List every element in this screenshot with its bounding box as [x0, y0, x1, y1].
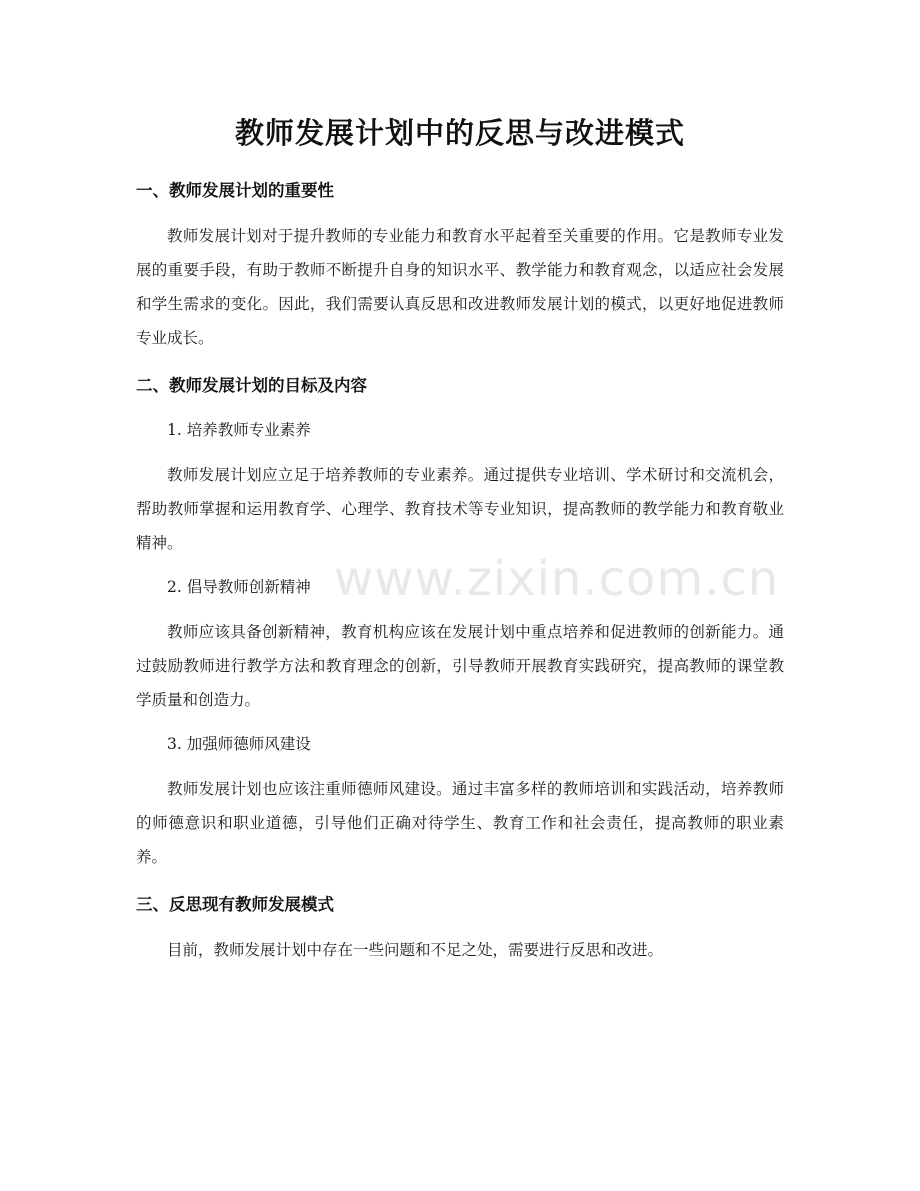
subheading-ethics: 3. 加强师德师风建设 [167, 735, 311, 753]
paragraph-ethics: 教师发展计划也应该注重师德师风建设。通过丰富多样的教师培训和实践活动，培养教师的师德意识和职业道德，引导他们正确对待学生、教育工作和社会责任，提高教师的职业素养。 [136, 780, 784, 866]
subheading-innovation: 2. 倡导教师创新精神 [167, 578, 311, 596]
section-heading-importance: 一、教师发展计划的重要性 [136, 181, 334, 200]
document-title: 教师发展计划中的反思与改进模式 [234, 116, 685, 150]
subheading-professional-quality: 1. 培养教师专业素养 [167, 421, 311, 439]
section-paragraph-reflection: 目前，教师发展计划中存在一些问题和不足之处，需要进行反思和改进。 [167, 941, 664, 959]
section-paragraph-importance: 教师发展计划对于提升教师的专业能力和教育水平起着至关重要的作用。它是教师专业发展的重要手段，有助于教师不断提升自身的知识水平、教学能力和教育观念，以适应社会发展和学生需求的变化。因此，我们需要认真反思和改进教师发展计划的模式，以更好地促进教师专业成长。 [136, 227, 784, 347]
section-heading-reflection: 三、反思现有教师发展模式 [136, 895, 334, 914]
watermark: www.zixin.com.cn [334, 551, 780, 607]
paragraph-professional-quality: 教师发展计划应立足于培养教师的专业素养。通过提供专业培训、学术研讨和交流机会，帮助教师掌握和运用教育学、心理学、教育技术等专业知识，提高教师的教学能力和教育敬业精神。 [136, 466, 784, 552]
paragraph-innovation: 教师应该具备创新精神，教育机构应该在发展计划中重点培养和促进教师的创新能力。通过鼓励教师进行教学方法和教育理念的创新，引导教师开展教育实践研究，提高教师的课堂教学质量和创造力。 [136, 623, 784, 709]
section-heading-goals: 二、教师发展计划的目标及内容 [136, 376, 367, 395]
